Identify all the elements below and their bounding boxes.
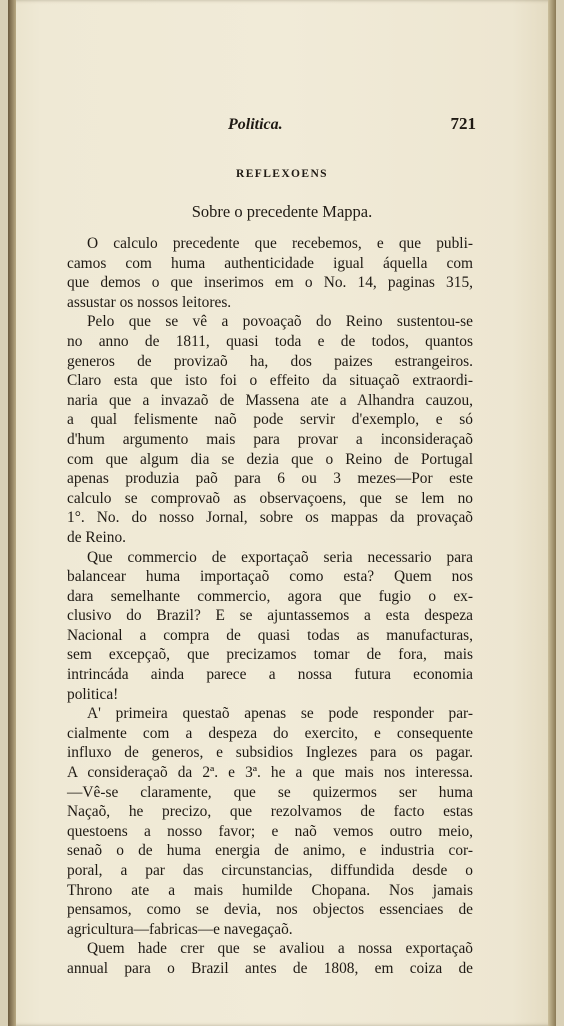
text-line: sem excepçaõ, que precizamos tomar de fora, mais xyxy=(67,646,473,664)
text-line: 1°. No. do nosso Jornal, sobre os mappas da provaçaõ xyxy=(67,509,473,527)
text-line: agricultura—fabricas—e navegaçaõ. xyxy=(67,920,293,938)
text-line: apenas produzia paõ para 6 ou 3 mezes—Por este xyxy=(67,470,473,488)
text-line: a qual felismente naõ pode servir d'exemplo, e só xyxy=(67,411,473,429)
page-number: 721 xyxy=(450,114,476,133)
text-line: politica! xyxy=(67,685,119,703)
text-line: generos de provizaõ ha, dos paizes estrangeiros. xyxy=(67,352,473,370)
text-line: dara semelhante commercio, agora que fugio o ex- xyxy=(67,587,473,605)
text-line: Nacional a compra de quasi todas as manufacturas, xyxy=(67,626,473,644)
text-line: assustar os nossos leitores. xyxy=(67,293,232,311)
page-gutter-shadow xyxy=(8,0,16,1026)
text-line: naria que a invazaõ de Massena ate a Alhandra cauzou, xyxy=(67,391,473,409)
text-line: no anno de 1811, quasi toda e de todos, quantos xyxy=(67,332,473,350)
text-line: Naçaõ, he precizo, que rezolvamos de facto estas xyxy=(67,803,473,821)
text-line: influxo de generos, e subsidios Inglezes para os pagar. xyxy=(67,744,473,762)
text-line: d'hum argumento mais para provar a inconsideraçaõ xyxy=(67,430,473,448)
text-line: questoens a nosso favor; e naõ vemos outro meio, xyxy=(67,822,473,840)
text-line: O calculo precedente que recebemos, e que publi- xyxy=(87,235,473,252)
section-subheading: Sobre o precedente Mappa. xyxy=(191,202,373,221)
text-line: de Reino. xyxy=(67,528,126,546)
text-line: pensamos, como se devia, nos objectos essenciaes de xyxy=(67,901,473,919)
text-line: annual para o Brazil antes de 1808, em coiza de xyxy=(67,959,473,977)
running-head xyxy=(60,116,476,138)
text-line: Que commercio de exportaçaõ seria necessario para xyxy=(87,548,473,566)
text-line: intrincáda ainda parece a nossa futura economia xyxy=(67,666,473,684)
text-line: —Vê-se claramente, que se quizermos ser huma xyxy=(67,783,473,801)
text-line: clusivo do Brazil? E se ajuntassemos a esta despeza xyxy=(67,607,473,625)
body-text xyxy=(67,234,473,979)
text-line: que demos o que inserimos em o No. 14, paginas 315, xyxy=(67,274,473,292)
text-line: camos com huma authenticidade igual áquella com xyxy=(67,254,473,272)
text-line: cialmente com a despeza do exercito, e consequente xyxy=(67,724,473,742)
text-line: calculo se comprovaõ as observaçoens, que se lem no xyxy=(67,489,473,507)
page-fore-edge xyxy=(548,0,556,1026)
text-line: com que algum dia se dezia que o Reino de Portugal xyxy=(67,450,473,468)
text-line: A' primeira questaõ apenas se pode responder par- xyxy=(87,705,473,723)
running-head-title: Politica. xyxy=(228,116,283,133)
text-line: Throno ate a mais humilde Chopana. Nos jamais xyxy=(67,881,473,899)
text-line: senaõ o de huma energia de animo, e industria cor- xyxy=(67,842,473,860)
text-line: poral, a par das circunstancias, diffundida desde o xyxy=(67,862,473,879)
text-line: Claro esta que isto foi o effeito da situaçaõ extraordi- xyxy=(67,372,473,390)
section-heading: REFLEXOENS xyxy=(236,168,328,180)
text-line: Quem hade crer que se avaliou a nossa exportaçaõ xyxy=(87,940,473,958)
text-line: A consideraçaõ da 2ª. e 3ª. he a que mais nos interessa. xyxy=(67,764,473,782)
text-line: balancear huma importaçaõ como esta? Quem nos xyxy=(67,568,473,586)
text-line: Pelo que se vê a povoaçaõ do Reino sustentou-se xyxy=(87,313,473,331)
